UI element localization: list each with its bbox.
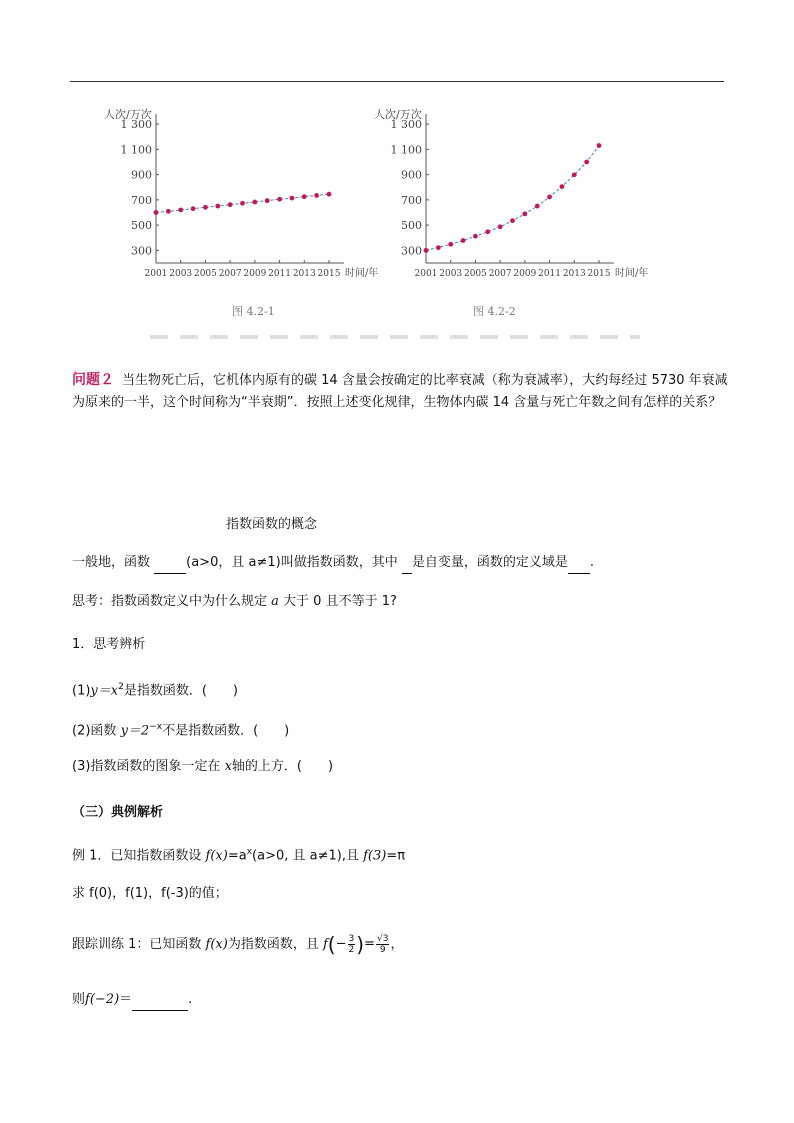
x-tick-label: 2015	[587, 269, 611, 279]
data-point	[154, 210, 159, 215]
data-point	[473, 234, 478, 239]
y-tick-label: 900	[401, 168, 422, 182]
problem-2	[72, 369, 732, 414]
chart-svg	[100, 100, 380, 290]
fraction-arg: $\frac{3}{2}$	[348, 934, 355, 955]
x-tick-label: 2009	[243, 269, 267, 279]
exercise-item-3: (3)指数函数的图象一定在 x轴的上方．( )	[72, 759, 334, 774]
tracking-exercise-1: 跟踪训练 1：已知函数 f(x)为指数函数，且 f(− $\frac{3}{2}$ )= $\frac{√3}{9}$ ，	[72, 932, 404, 957]
data-point	[560, 184, 565, 189]
chart-4-2-2	[370, 100, 650, 294]
data-point	[290, 196, 295, 201]
data-point	[191, 206, 196, 211]
x-tick-label: 2003	[439, 269, 463, 279]
x-axis-label: 时间/年	[615, 268, 649, 279]
definition-line: 一般地，函数 (a>0，且 a≠1)叫做指数函数，其中 是自变量，函数的定义域是 .	[72, 553, 594, 574]
data-point	[498, 224, 503, 229]
data-point	[178, 208, 183, 213]
data-point	[277, 197, 282, 202]
concept-title: 指数函数的概念	[226, 517, 318, 532]
data-point	[265, 198, 270, 203]
y-tick-label: 1 100	[390, 143, 422, 157]
data-point	[166, 209, 171, 214]
data-point	[535, 204, 540, 209]
y-tick-label: 700	[401, 193, 422, 207]
y-tick-label: 500	[131, 219, 152, 233]
chart-4-2-1	[100, 100, 380, 294]
y-tick-label: 1 300	[390, 118, 422, 132]
exercise-item-1: $(1)y=x^2$是指数函数．( )	[72, 682, 238, 699]
example-1: 例 1．已知指数函数设 $f(x)=a^x(a>0$, 且 a≠1),且 f(3)=π	[72, 847, 406, 864]
answer-blank	[132, 990, 188, 1011]
data-point	[314, 193, 319, 198]
x-tick-label: 2011	[538, 269, 562, 279]
y-tick-label: 300	[401, 244, 422, 258]
think-line: 思考：指数函数定义中为什么规定 a 大于 0 且不等于 1?	[72, 594, 397, 609]
chart-svg	[370, 100, 650, 290]
x-tick-label: 2007	[218, 269, 242, 279]
header-rule	[70, 81, 724, 82]
data-point	[327, 192, 332, 197]
x-tick-label: 2003	[169, 269, 193, 279]
blank-variable	[402, 553, 412, 574]
data-point	[302, 194, 307, 199]
y-axis-label: 人次/万次	[374, 108, 422, 121]
data-point	[510, 218, 515, 223]
example-1-question: 求 f(0)，f(1)，f(-3)的值；	[72, 886, 228, 901]
x-tick-label: 2005	[193, 269, 217, 279]
y-tick-label: 900	[131, 168, 152, 182]
data-point	[547, 195, 552, 200]
x-tick-label: 2007	[488, 269, 512, 279]
x-tick-label: 2013	[292, 269, 316, 279]
data-point	[448, 242, 453, 247]
x-tick-label: 2015	[317, 269, 341, 279]
y-tick-label: 1 300	[120, 118, 152, 132]
y-tick-label: 1 100	[120, 143, 152, 157]
data-point	[572, 172, 577, 177]
x-tick-label: 2009	[513, 269, 537, 279]
data-point	[252, 200, 257, 205]
x-tick-label: 2001	[414, 269, 438, 279]
blank-function	[154, 553, 186, 574]
y-axis-label: 人次/万次	[104, 108, 152, 121]
data-point	[461, 238, 466, 243]
data-point	[228, 202, 233, 207]
fraction-value: $\frac{√3}{9}$	[376, 934, 389, 955]
x-tick-label: 2011	[268, 269, 292, 279]
y-tick-label: 300	[131, 244, 152, 258]
data-point	[522, 211, 527, 216]
cropped-text-line	[150, 335, 640, 339]
exercise-item-2: (2)函数 $y=2^{-x}$不是指数函数．( )	[72, 722, 290, 739]
data-point	[203, 205, 208, 210]
figure-caption-2: 图 4.2-2	[473, 305, 516, 318]
problem-2-tag: 问题２	[72, 372, 114, 388]
examples-heading: （三）典例解析	[72, 805, 164, 820]
data-point	[215, 204, 220, 209]
exercise-heading: 1．思考辨析	[72, 637, 146, 652]
y-tick-label: 700	[131, 193, 152, 207]
blank-domain	[568, 553, 590, 574]
data-point	[584, 160, 589, 165]
x-tick-label: 2001	[144, 269, 168, 279]
x-axis-label: 时间/年	[345, 268, 379, 279]
y-tick-label: 500	[401, 219, 422, 233]
data-point	[436, 245, 441, 250]
data-point	[240, 201, 245, 206]
data-point	[424, 248, 429, 253]
data-point	[485, 229, 490, 234]
problem-2-text: 当生物死亡后，它机体内原有的碳 14 含量会按确定的比率衰减（称为衰减率），大约每经过 5730 年衰减为原来的一半，这个时间称为“半衰期”．按照上述变化规律，生物体内碳 14 含量与死亡年数之间有怎样的关系？	[72, 373, 728, 410]
x-tick-label: 2013	[562, 269, 586, 279]
data-point	[597, 143, 602, 148]
x-tick-label: 2005	[463, 269, 487, 279]
figure-caption-1: 图 4.2-1	[232, 305, 275, 318]
tracking-answer-line: 则f(−2)＝ .	[72, 990, 192, 1011]
series-line	[426, 146, 599, 251]
